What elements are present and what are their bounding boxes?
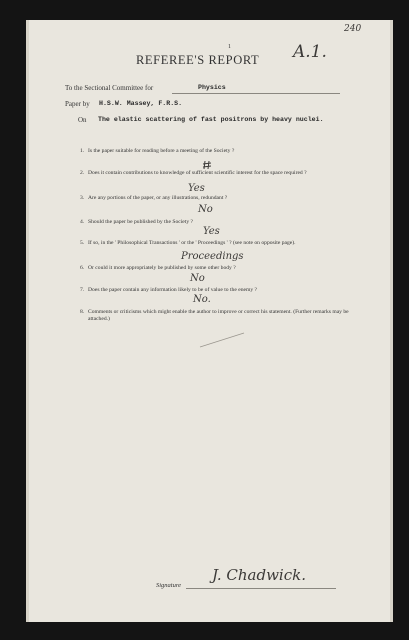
answer-6: No (190, 273, 205, 284)
question-text: Should the paper be published by the Society ? (88, 219, 194, 225)
answer-1-mark (202, 157, 212, 167)
sheet-right-edge (390, 20, 393, 622)
answer-4: Yes (203, 226, 220, 237)
committee-value: Physics (198, 84, 226, 91)
question-6 (80, 265, 368, 272)
question-1 (80, 148, 368, 155)
on-label: On (78, 116, 87, 124)
question-7 (80, 287, 368, 294)
signature-label: Signature (156, 582, 182, 589)
signature-value: J. Chadwick. (212, 566, 306, 584)
report-sheet (26, 20, 393, 622)
question-text: Or could it more appropriately be published by some other body ? (88, 265, 236, 271)
committee-line (172, 93, 340, 94)
question-number: 8. (80, 309, 85, 315)
question-number: 2. (80, 170, 85, 176)
question-text: Does it contain contributions to knowledge of sufficient scientific interest for the space required ? (88, 170, 307, 176)
question-text: Is the paper suitable for reading before a meeting of the Society ? (88, 148, 235, 154)
corner-mark: A.1. (293, 42, 327, 62)
small-mark: 1 (228, 44, 231, 50)
question-number: 4. (80, 219, 85, 225)
question-4 (80, 219, 368, 226)
question-5 (80, 240, 368, 247)
on-value: The elastic scattering of fast positrons by heavy nuclei. (98, 116, 324, 123)
answer-3: No (198, 204, 213, 215)
page-title: REFEREE'S REPORT (136, 53, 260, 67)
signature-line (186, 588, 336, 589)
sheet-left-edge (26, 20, 29, 622)
question-8 (80, 309, 368, 323)
question-number: 7. (80, 287, 85, 293)
question-2 (80, 170, 368, 177)
answer-2: Yes (188, 183, 205, 194)
question-number: 6. (80, 265, 85, 271)
pencil-stroke-icon (198, 330, 248, 350)
question-number: 5. (80, 240, 85, 246)
answer-7: No. (193, 294, 211, 305)
committee-label: To the Sectional Committee for (65, 84, 154, 92)
paper-by-value: H.S.W. Massey, F.R.S. (99, 100, 183, 107)
question-number: 1. (80, 148, 85, 154)
paper-by-label: Paper by (65, 100, 90, 108)
question-text: Are any portions of the paper, or any illustrations, redundant ? (88, 195, 228, 201)
answer-5: Proceedings (181, 251, 244, 262)
question-3 (80, 195, 368, 202)
page-number: 240 (344, 24, 362, 34)
question-text: If so, in the ' Philosophical Transactions ' or the ' Proceedings ' ? (see note on opposite page). (88, 240, 296, 246)
question-number: 3. (80, 195, 85, 201)
question-text: Does the paper contain any information likely to be of value to the enemy ? (88, 287, 258, 293)
hash-mark-icon (202, 160, 212, 170)
question-text: Comments or criticisms which might enable the author to improve or correct his statement. (Further remarks may be attached.) (88, 309, 349, 322)
